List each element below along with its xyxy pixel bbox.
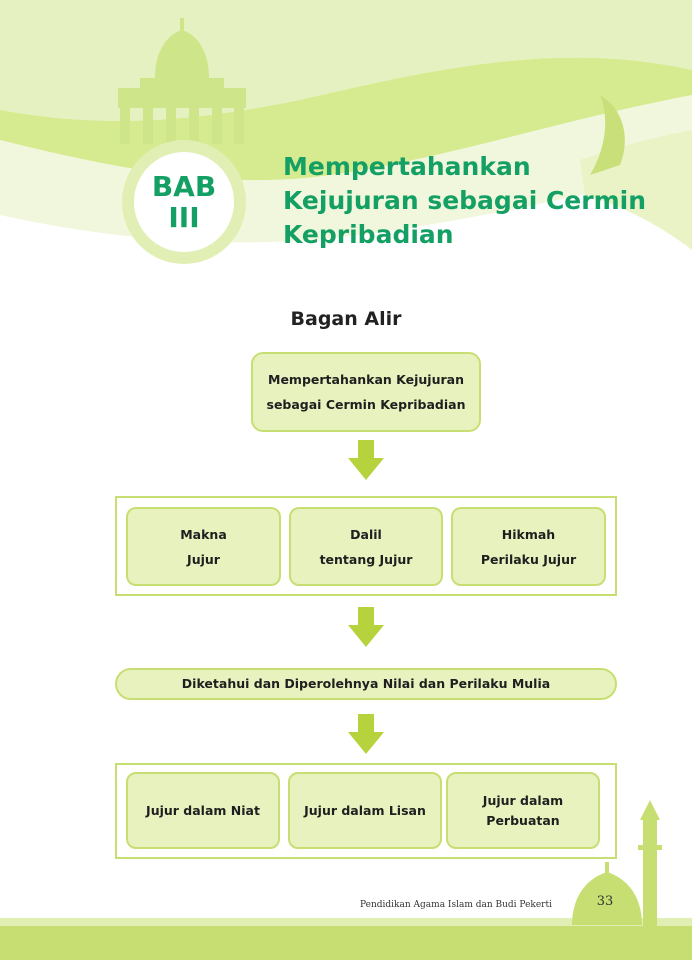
flow-middle-bar (115, 668, 617, 700)
chapter-title-line2: Kejujuran sebagai Cermin (283, 186, 647, 215)
arrow-down-icon (348, 440, 384, 482)
flow-middle-bar-text: Diketahui dan Diperolehnya Nilai dan Perilaku Mulia (181, 676, 551, 691)
flow-row2-box-niat (126, 772, 280, 849)
flow-row1-box-makna-line1: Makna (180, 526, 227, 542)
flow-row1-box-dalil-line1: Dalil (350, 526, 382, 542)
chapter-label-number: III (168, 201, 200, 234)
flow-row2-box-perbuatan-line2: Perbuatan (486, 812, 560, 828)
arrow-down-icon (348, 607, 384, 649)
flow-row1-box-hikmah-line2: Perilaku Jujur (480, 551, 577, 567)
flow-row2-box-perbuatan-line1: Jujur dalam (482, 792, 564, 808)
chapter-badge-inner (134, 152, 234, 252)
chapter-label-bab: BAB (151, 170, 217, 203)
flow-top-box-line2: sebagai Cermin Kepribadian (266, 397, 466, 412)
arrow-down-icon (348, 714, 384, 756)
flow-row2-box-perbuatan (446, 772, 600, 849)
flow-row1-box-dalil (289, 507, 443, 586)
flow-row1-box-makna (126, 507, 281, 586)
flow-row2-box-niat-line1: Jujur dalam Niat (146, 802, 260, 818)
flow-row1-box-hikmah-line1: Hikmah (501, 526, 556, 542)
flow-row1-box-hikmah (451, 507, 606, 586)
flow-row2-box-lisan-line1: Jujur dalam Lisan (304, 802, 426, 818)
section-title: Bagan Alir (290, 308, 402, 330)
flow-top-box-line1: Mempertahankan Kejujuran (268, 372, 464, 387)
chapter-title-line1: Mempertahankan (283, 152, 531, 181)
flow-top-box (251, 352, 481, 432)
flow-row1-box-dalil-line2: tentang Jujur (319, 551, 413, 567)
flow-row1-box-makna-line2: Jujur (187, 551, 220, 567)
page-number: 33 (596, 894, 614, 909)
footer-book-title: Pendidikan Agama Islam dan Budi Pekerti (360, 900, 552, 910)
chapter-badge (122, 140, 246, 264)
chapter-title-line3: Kepribadian (283, 220, 454, 249)
flow-row2-box-lisan (288, 772, 442, 849)
chapter-title (283, 150, 683, 252)
